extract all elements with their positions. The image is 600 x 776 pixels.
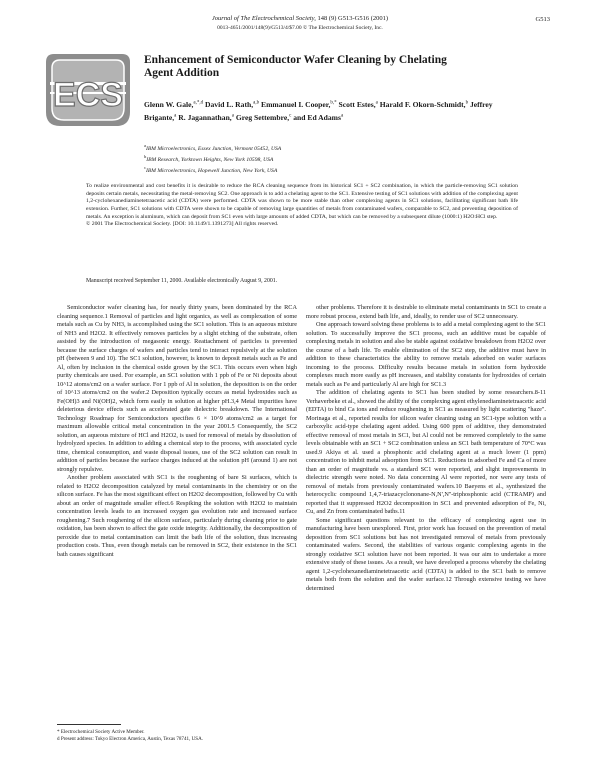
body-paragraph: Another problem associated with SC1 is the roughening of bare Si surfaces, which is related to H2O2 decomposition catalyzed by metal contaminants in the chemistry or on the silicon surface. Fe has the most significant effect on H2O2 decomposition, followed by Cu with about an order of magnitude smaller effect.6 Respiking the solution with H2O2 to maintain concentration levels leads to an increased oxygen gas evolution rate and increased surface roughening.7 Such roughening of the silicon surface, particularly during cleaning prior to gate oxidation, has been shown to affect the gate oxide integrity. Additionally, the decomposition of peroxide due to metal contamination can limit the bath life of the solution, thus increasing production costs. Thus, even though metals can be removed in SC2, their existence in the SC1 bath causes significant bbox=[57, 474, 297, 558]
affiliation: $^c$IBM Microelectronics, Hopewell Junction, New York, USA bbox=[144, 165, 278, 174]
body-paragraph: One approach toward solving these problems is to add a metal complexing agent to the SC1 solution. To successfully improve the SC1 process, such an additive must be capable of complexing metals in solution and also be stable against oxidative breakdown from H2O2 over the course of a bath life. To enable elimination of the SC2 step, the additive must have in addition to these characteristics the ability to remove metals adsorbed on wafer surfaces incoming to the process. Difficulty results because metals in solution form hydroxide complexes much more easily as pH increases, and stability constants for hydroxides of certain metals such as Fe and particularly Al are high for SC1.3 bbox=[306, 321, 546, 388]
author: Harald F. Okorn-Schmidt,$^b$ bbox=[377, 99, 469, 109]
journal-volume-pages: 148 (9) G513-G516 (2001) bbox=[315, 15, 389, 22]
author: Emmanuel I. Cooper,$^{b,*}$ bbox=[259, 99, 337, 109]
body-paragraph: The addition of chelating agents to SC1 has been studied by some researchers.8-11 Verhaverbeke et al., showed the ability of the complexing agent ethylenediaminetetraacetic acid (EDTA) to bind Ca ions and reduce roughening in SC1 as measured by light scattering "haze". Morinaga et al., reported results for silicon wafer cleaning using an SC1-type solution with a carboxylic acid-type chelating agent added. Using 600 ppm of additive, they demonstrated effective removal of most metals in SC1, but Al could not be removed completely to the same levels obtainable with an SC1 + SC2 combination unless an SC1 bath temperature of 70°C was used.9 Akiya et al. used a phosphonic acid chelating agent at a much lower (1 ppm) concentration to inhibit metal adsorption from SC1. Reductions in adsorbed Fe and Ca of more than an order of magnitude vs. a standard SC1 were reported, and slight improvements in dielectric strength were noted. No data concerning Al were reported, nor were any tests of removal of metals from previously contaminated wafers.10 Baeyens et al., synthesized the heterocyclic compound 1,4,7-triazacyclononane-N,N',N''-triphosphonic acid (CTRAMP) and reported that it suppressed H2O2 decomposition in SC1 and prevented adsorption of Fe, Ni, Cu, and Zn from contaminated baths.11 bbox=[306, 389, 546, 515]
ecs-logo bbox=[40, 48, 136, 132]
footnote-divider bbox=[57, 724, 121, 725]
body-paragraph: Semiconductor wafer cleaning has, for nearly thirty years, been dominated by the RCA cleaning sequence.1 Removal of particles and light organics, as well as complexation of some metals such as Cu by NH3, is accomplished using the SC1 solution. This is an aqueous mixture of NH3 and H2O2. It effectively removes particles by a slight etching of the substrate, often assisted by the introduction of megasonic energy. Reattachment of particles is prevented because the surface charges of wafers and particles tend to interact repulsively at the solution pH (between 9 and 10). The SC1 solution, however, is known to deposit metals such as Fe and Al, often by inclusion in the chemical oxide grown by the SC1. This occurs even when high purity chemicals are used. For example, an SC1 solution with 1 ppb of Fe or Ni deposits about 10^12 atoms/cm2 on a wafer surface. For 1 ppb of Al in solution, the deposition is on the order of 10^13 atoms/cm2 on the wafer.2 Deposition typically occurs as metal hydroxides such as Fe(OH)3 and Ni(OH)2, which form easily in solution at higher pH.3,4 Metal impurities have deleterious device effects such as accelerated gate dielectric breakdown. The International Technology Roadmap for Semiconductors specifies 6 × 10^9 atoms/cm2 as a target for maximum allowable critical metal concentration in the year 2001.5 Consequently, the SC2 solution, an aqueous mixture of HCl and H2O2, is used for removal of metals by dissolution of hydrolyzed species. In addition to adding a chemical step to the process, with associated cycle time, chemical consumption, and waste disposal issues, use of the SC2 solution can result in addition of particles because the surface charges induced at the solution pH (around 1) are not strongly repulsive. bbox=[57, 304, 297, 473]
author: Glenn W. Gale,$^{a,*,d}$ bbox=[144, 99, 204, 109]
affiliations bbox=[144, 142, 504, 175]
author: and Ed Adams$^a$ bbox=[291, 113, 344, 123]
svg-text:ECS: ECS bbox=[53, 76, 123, 114]
footnote: d Present address: Tokyo Electron America, Austin, Texas 78741, USA. bbox=[57, 736, 204, 742]
manuscript-dates: Manuscript received September 11, 2000. Available electronically August 9, 2001. bbox=[86, 278, 278, 284]
paper-title: Enhancement of Semiconductor Wafer Cleaning by Chelating Agent Addition bbox=[144, 54, 447, 79]
body-paragraph: Some significant questions relevant to the efficacy of complexing agent use in manufacturing have been unexplored. First, prior work has focused on the prevention of metal deposition from SC1 solutions but has not investigated removal of metals from previously contaminated wafers. Second, the stabilities of various organic complexing agents in the strongly oxidative SC1 solution have not been reported. It was our aim to undertake a more extensive study of these issues. As a result, we have developed a process whereby the chelating agent 1,2-cyclohexanediaminetetraacetic acid (CDTA) is added to the SC1 bath to remove metals both from the solution and the wafer surface.12 Through extensive testing we have determined bbox=[306, 516, 546, 592]
abstract bbox=[86, 183, 518, 229]
author: Jeffrey Brigante,$^a$ bbox=[144, 99, 493, 123]
journal-citation bbox=[0, 15, 600, 22]
right-column bbox=[306, 304, 546, 593]
journal-name: Journal of The Electrochemical Society, bbox=[211, 15, 316, 22]
copyright-line: 0013-4651/2001/148(9)/G513/4/$7.00 © The Electrochemical Society, Inc. bbox=[217, 25, 383, 31]
ecs-logo-graphic bbox=[46, 54, 130, 126]
left-column bbox=[57, 304, 297, 559]
body-paragraph: other problems. Therefore it is desirable to eliminate metal contaminants in SC1 to create a more robust process, extend bath life, and, ideally, to render use of SC2 unnecessary. bbox=[306, 304, 546, 320]
author: Scott Estes,$^a$ bbox=[336, 99, 378, 109]
author: Greg Settembre,$^c$ bbox=[233, 113, 292, 123]
author: R. Jagannathan,$^a$ bbox=[176, 113, 234, 123]
author-list bbox=[144, 97, 524, 124]
footnote: * Electrochemical Society Active Member. bbox=[57, 729, 145, 735]
affiliation: $^b$IBM Research, Yorktown Heights, New York 10598, USA bbox=[144, 154, 274, 163]
footnotes bbox=[57, 729, 297, 743]
page-number: G513 bbox=[535, 16, 550, 23]
abstract-copyright: © 2001 The Electrochemical Society. [DOI: 10.1149/1.1391273] All rights reserved. bbox=[86, 221, 279, 228]
affiliation: $^a$IBM Microelectronics, Essex Junction, Vermont 05452, USA bbox=[144, 143, 282, 152]
abstract-body: To realize environmental and cost benefits it is desirable to reduce the RCA cleaning sequence from its historical SC1 + SC2 combination, in which the particle-removing SC1 solution deposits certain metals, necessitating the metal-removing SC2. One approach is to add a chelating agent to the SC1. Extensive testing of SC1 solutions with addition of the complexing agent 1,2-cyclohexanediaminetetraacetic acid (CDTA) were performed. CDTA was shown to be more stable than other complexing agents in SC1 solutions, facilitating significant bath life extension. Further, SC1 solutions with CDTA were shown to be capable of removing large quantities of metals from contaminated wafers, comparable to SC2, and preventing deposition of metals. An exception is aluminum, which can deposit from SC1 even with large amounts of added CDTA, but which can be removed by a subsequent dilute (1000:1) H2O:HCl step. bbox=[86, 183, 518, 220]
author: David L. Rath,$^{a,b}$ bbox=[203, 99, 260, 109]
